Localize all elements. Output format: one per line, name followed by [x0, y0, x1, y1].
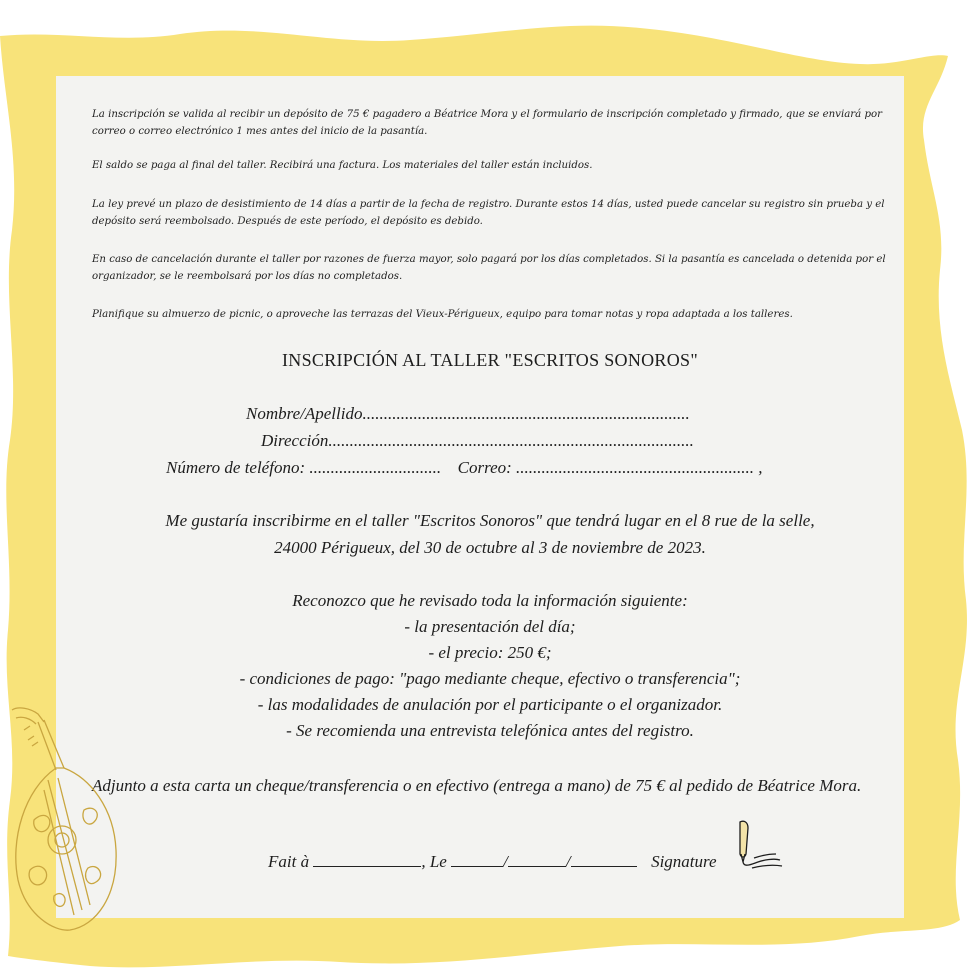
- lute-icon: [4, 700, 124, 940]
- enclosure-statement: Adjunto a esta carta un cheque/transferencia o en efectivo (entrega a mano) de 75 € al pedido de Béatrice Mora.: [92, 776, 862, 795]
- ack-item-cancellation: - las modalidades de anulación por el participante o el organizador.: [257, 695, 723, 714]
- year-blank[interactable]: [571, 852, 637, 867]
- acknowledgement-intro: Reconozco que he revisado toda la información siguiente:: [292, 591, 688, 610]
- email-field[interactable]: Correo: ........................................................ ,: [457, 458, 763, 477]
- month-blank[interactable]: [508, 852, 566, 867]
- date-separator: /: [503, 852, 508, 871]
- address-field[interactable]: Dirección......................................................................................: [261, 431, 694, 450]
- day-blank[interactable]: [451, 852, 503, 867]
- place-blank[interactable]: [313, 852, 421, 867]
- ack-item-price: - el precio: 250 €;: [428, 643, 552, 662]
- place-label: Fait à: [268, 852, 310, 871]
- name-field[interactable]: Nombre/Apellido.............................................................................: [246, 404, 690, 423]
- terms-withdrawal: La ley prevé un plazo de desistimiento de 14 días a partir de la fecha de registro. Durante estos 14 días, usted puede cancelar su registro sin prueba y el depósito será reembolsado. Después de este período, el depósito es debido.: [92, 199, 885, 227]
- terms-picnic: Planifique su almuerzo de picnic, o aproveche las terrazas del Vieux-Périgueux, equipo para tomar notas y ropa adaptada a los talleres.: [92, 309, 793, 320]
- ack-item-interview: - Se recomienda una entrevista telefónica antes del registro.: [286, 721, 694, 740]
- terms-cancellation: En caso de cancelación durante el taller por razones de fuerza mayor, solo pagará por los días completados. Si la pasantía es cancelada o detenida por el organizador, se le reembolsará por los días no completados.: [92, 254, 886, 282]
- terms-deposit: La inscripción se valida al recibir un depósito de 75 € pagadero a Béatrice Mora y el formulario de inscripción completado y firmado, que se enviará por correo o correo electrónico 1 mes antes del inicio de la pasantía.: [92, 109, 882, 137]
- declaration-line-1: Me gustaría inscribirme en el taller "Escritos Sonoros" que tendrá lugar en el 8 rue de la selle,: [165, 511, 815, 530]
- ack-item-presentation: - la presentación del día;: [404, 617, 576, 636]
- declaration-line-2: 24000 Périgueux, del 30 de octubre al 3 de noviembre de 2023.: [274, 538, 706, 557]
- contact-row: [166, 458, 763, 478]
- date-label: , Le: [421, 852, 447, 871]
- signature-line: [268, 852, 717, 872]
- signature-label: Signature: [651, 852, 717, 871]
- terms-balance: El saldo se paga al final del taller. Recibirá una factura. Los materiales del taller están incluidos.: [92, 160, 593, 171]
- date-separator: /: [565, 852, 571, 871]
- quill-pen-icon: [730, 818, 786, 882]
- form-title: INSCRIPCIÓN AL TALLER "ESCRITOS SONOROS": [282, 350, 698, 370]
- phone-field[interactable]: Número de teléfono: ...............................: [166, 458, 442, 477]
- ack-item-payment: - condiciones de pago: "pago mediante cheque, efectivo o transferencia";: [239, 669, 741, 688]
